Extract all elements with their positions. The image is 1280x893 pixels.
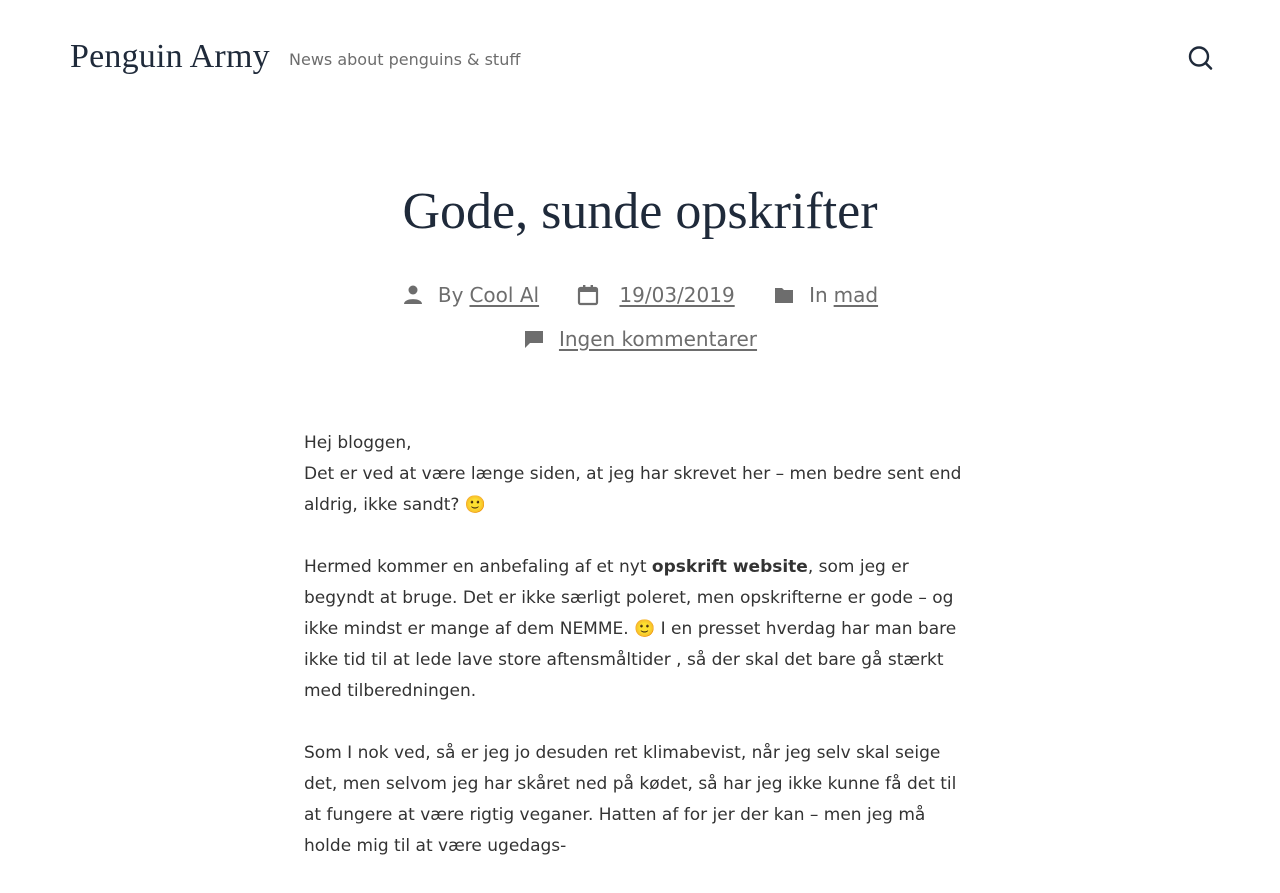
date-link[interactable]: 19/03/2019	[619, 282, 735, 307]
post-comments	[523, 327, 757, 351]
person-icon	[402, 284, 424, 306]
post-meta	[0, 281, 1280, 307]
post-meta-comments	[0, 325, 1280, 351]
calendar-icon	[577, 284, 599, 306]
site-header	[0, 0, 1280, 120]
greeting-line: Hej bloggen,	[304, 433, 412, 453]
post-content	[304, 428, 976, 893]
comments-link[interactable]: Ingen kommentarer	[558, 326, 758, 351]
recommendation-text-end: , som jeg er begyndt at bruge. Det er ikke særligt poleret, men opskrifterne er gode – og ikke mindst er mange af dem NEMME. 🙂 I en presset hverdag har man bare ikke tid til at lede lave store aftensmåltider , så der skal det bare gå stærkt med tilberedningen.	[304, 557, 957, 701]
paragraph-greeting	[304, 428, 976, 521]
post-category	[773, 283, 878, 307]
author-link[interactable]: Cool Al	[469, 282, 540, 307]
post-title: Gode, sunde opskrifter	[402, 183, 878, 240]
site-title[interactable]: Penguin Army	[70, 38, 270, 75]
paragraph-recommendation	[304, 552, 976, 707]
recommendation-highlight: opskrift website	[651, 557, 808, 577]
search-icon[interactable]	[1184, 42, 1216, 74]
recommendation-text-start: Hermed kommer en anbefaling af et nyt	[304, 557, 652, 577]
comment-icon	[523, 328, 545, 350]
author-prefix: By	[437, 282, 464, 307]
category-prefix: In	[809, 282, 828, 307]
category-link[interactable]: mad	[833, 282, 879, 307]
post-author	[402, 283, 539, 307]
intro-line: Det er ved at være længe siden, at jeg har skrevet her – men bedre sent end aldrig, ikke sandt? 🙂	[304, 464, 962, 515]
site-description: News about penguins & stuff	[289, 50, 521, 69]
paragraph-climate: Som I nok ved, så er jeg jo desuden ret klimabevist, når jeg selv skal seige det, men selvom jeg har skåret ned på kødet, så har jeg ikke kunne få det til at fungere at være rigtig veganer. Hatten af for jer der kan – men jeg må holde mig til at være ugedags-	[304, 743, 957, 856]
folder-icon	[773, 284, 795, 306]
post-date	[577, 283, 734, 307]
